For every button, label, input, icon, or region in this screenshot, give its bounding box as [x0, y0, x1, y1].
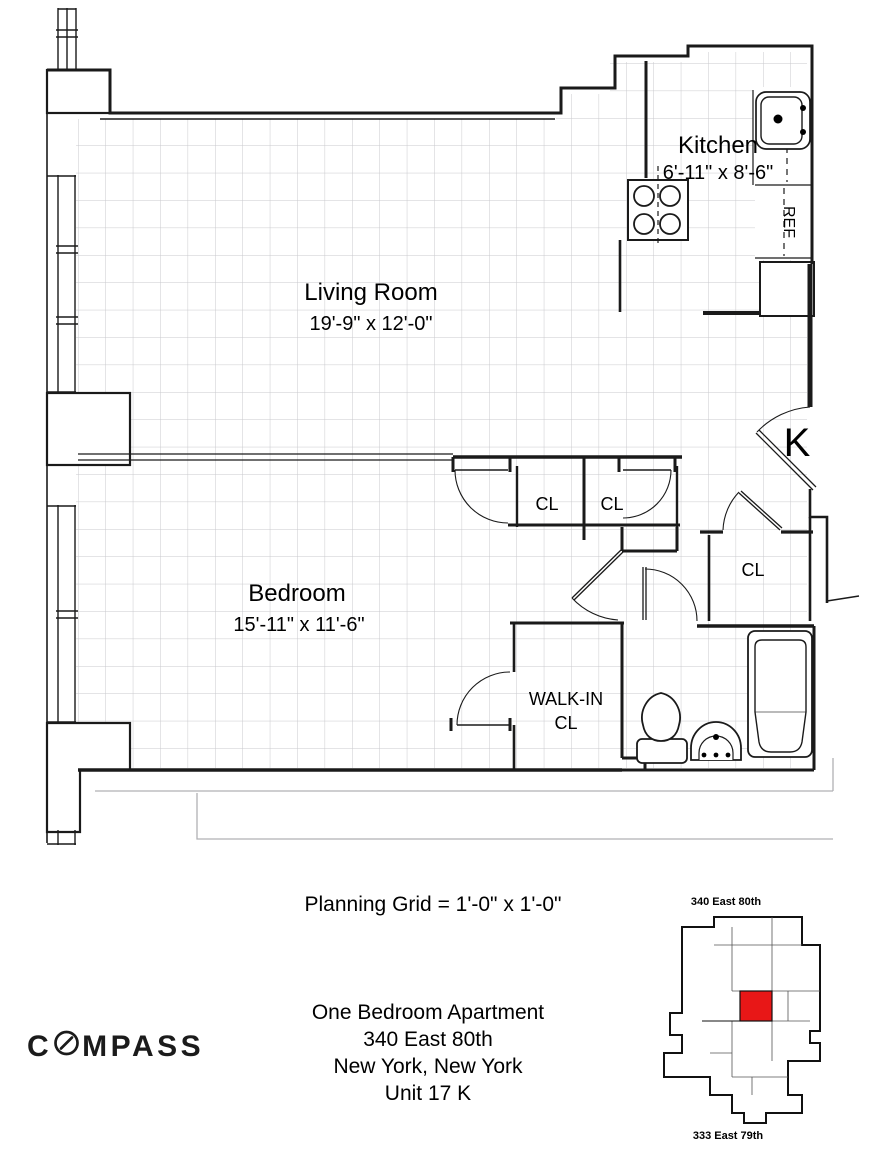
floor-grid — [76, 52, 807, 768]
key-plan-bottom-street: 333 East 79th — [692, 1130, 764, 1142]
walk-in-closet-label-line2: CL — [554, 713, 578, 733]
kitchen-sink — [756, 92, 810, 149]
unit-door-letter: K — [783, 421, 811, 465]
listing-unit: Unit 17 K — [384, 1082, 472, 1105]
key-plan-top-street: 340 East 80th — [690, 896, 762, 908]
bedroom-label: Bedroom — [248, 580, 346, 607]
walk-in-closet-label-line1: WALK-IN — [528, 689, 604, 709]
listing-type: One Bedroom Apartment — [311, 1001, 545, 1024]
living-room-dimensions: 19'-9" x 12'-0" — [309, 313, 433, 335]
refrigerator-label: REF — [780, 206, 797, 238]
closet-3-label: CL — [741, 560, 765, 580]
listing-city: New York, New York — [333, 1055, 523, 1078]
closet-1-label: CL — [535, 494, 559, 514]
planning-grid-note: Planning Grid = 1'-0" x 1'-0" — [304, 893, 562, 916]
bedroom-dimensions: 15'-11" x 11'-6" — [233, 614, 365, 636]
bathtub — [748, 631, 812, 757]
key-plan-unit-highlight — [740, 991, 772, 1021]
closet-2-label: CL — [600, 494, 624, 514]
living-room-label: Living Room — [304, 279, 438, 306]
key-plan-building — [664, 917, 820, 1123]
compass-logo-rest: MPASS — [82, 1029, 205, 1063]
kitchen-dimensions: 6'-11" x 8'-6" — [662, 162, 774, 184]
listing-address: 340 East 80th — [363, 1028, 493, 1051]
compass-logo-c: C — [27, 1029, 53, 1063]
key-plan — [660, 893, 840, 1145]
kitchen-label: Kitchen — [677, 132, 759, 159]
